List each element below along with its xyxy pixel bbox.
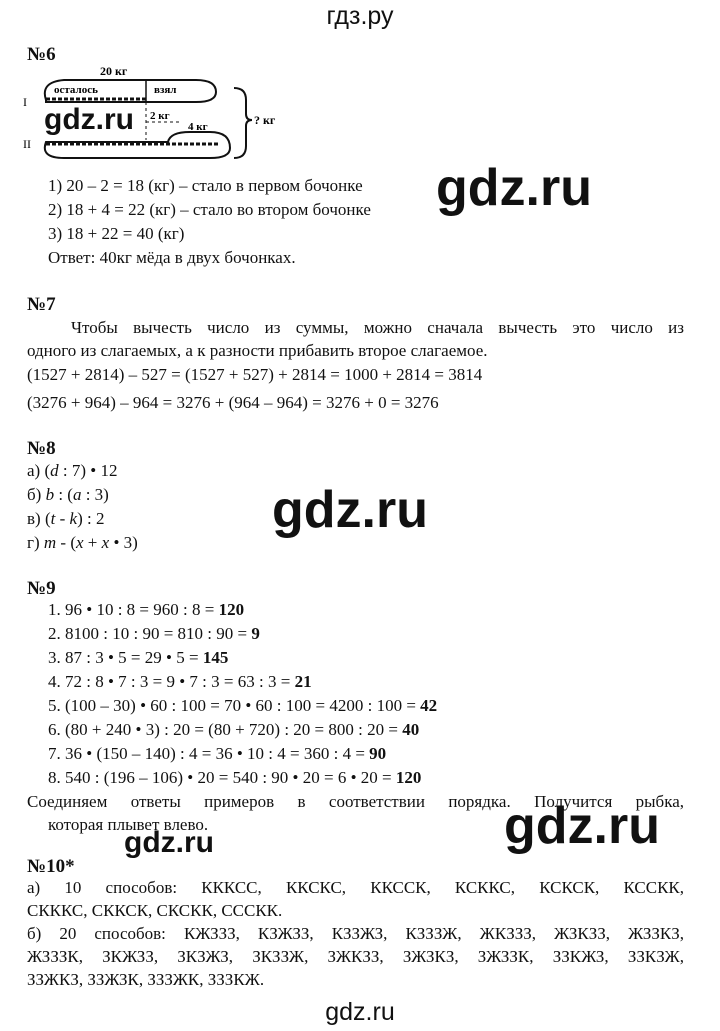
diagram-four-label: 4 кг: [188, 121, 208, 133]
task9-line-8: 8. 540 : (196 – 106) • 20 = 540 : 90 • 20 = 6 • 20 = 120: [48, 768, 422, 787]
task9-line-5: 5. (100 – 30) • 60 : 100 = 70 • 60 : 100 = 4200 : 100 = 42: [48, 696, 438, 715]
task8-item-c: в) (t - k) : 2: [27, 509, 105, 528]
task9-line-3: 3. 87 : 3 • 5 = 29 • 5 = 145: [48, 648, 229, 667]
task6-step-2: 2) 18 + 4 = 22 (кг) – стало во втором бочонке: [48, 200, 371, 219]
task9-line-2: 2. 8100 : 10 : 90 = 810 : 90 = 9: [48, 624, 260, 643]
task8-item-a: а) (d : 7) • 12: [27, 461, 118, 480]
diagram-total-label: 20 кг: [100, 64, 128, 78]
task7-equation-2: (3276 + 964) – 964 = 3276 + (964 – 964) = 3276 + 0 = 3276: [27, 393, 439, 412]
diagram-brace: [234, 88, 252, 158]
watermark: gdz.ru: [436, 159, 592, 217]
task6-step-3: 3) 18 + 22 = 40 (кг): [48, 224, 185, 243]
watermark: gdz.ru: [504, 797, 660, 855]
watermark: gdz.ru: [44, 103, 134, 136]
task6-answer: Ответ: 40кг мёда в двух бочонках.: [48, 248, 296, 267]
task10-a-line-1: а) 10 способов: КККСС, ККСКС, ККССК, КСККС, КСКСК, КССКК,: [27, 878, 684, 897]
task9-line-6: 6. (80 + 240 • 3) : 20 = (80 + 720) : 20 = 800 : 20 = 40: [48, 720, 420, 739]
task8-item-d: г) m - (x + x • 3): [27, 533, 138, 552]
task10-a-line-2: СКККС, СККСК, СКСКК, СССКК.: [27, 901, 283, 920]
task10-b-line-1: б) 20 способов: КЖЗЗЗ, КЗЖЗЗ, КЗЗЖЗ, КЗЗЗЖ, ЖКЗЗЗ, ЖЗКЗЗ, ЖЗЗКЗ,: [27, 924, 684, 943]
task7-equation-1: (1527 + 2814) – 527 = (1527 + 527) + 2814 = 1000 + 2814 = 3814: [27, 365, 483, 384]
task9-number: №9: [27, 578, 56, 599]
task9-line-1: 1. 96 • 10 : 8 = 960 : 8 = 120: [48, 600, 245, 619]
task10-b-line-3: ЗЗЖКЗ, ЗЗЖЗК, ЗЗЗЖК, ЗЗЗКЖ.: [27, 970, 265, 989]
diagram-question-label: ? кг: [254, 113, 276, 127]
task8-number: №8: [27, 438, 56, 459]
task9-conclusion-line-2: которая плывет влево.: [48, 815, 209, 834]
task7-rule-line-1: Чтобы вычесть число из суммы, можно сначала вычесть это число из: [71, 318, 684, 337]
task9-line-4: 4. 72 : 8 • 7 : 3 = 9 • 7 : 3 = 63 : 3 = 21: [48, 672, 312, 691]
task7-number: №7: [27, 294, 56, 315]
task9-line-7: 7. 36 • (150 – 140) : 4 = 36 • 10 : 4 = 360 : 4 = 90: [48, 744, 387, 763]
watermark: gdz.ru: [272, 481, 428, 539]
diagram-row2-label: II: [23, 137, 31, 151]
diagram-two-label: 2 кг: [150, 110, 170, 122]
diagram-took-label: взял: [154, 84, 177, 96]
site-footer[interactable]: gdz.ru: [325, 998, 395, 1026]
task9-conclusion-line-1: Соединяем ответы примеров в соответствии порядка. Получится рыбка,: [27, 792, 684, 811]
task10-b-line-2: ЖЗЗЗК, ЗКЖЗЗ, ЗКЗЖЗ, ЗКЗЗЖ, ЗЖКЗЗ, ЗЖЗКЗ, ЗЖЗЗК, ЗЗКЖЗ, ЗЗКЗЖ,: [27, 947, 684, 966]
task6-step-1: 1) 20 – 2 = 18 (кг) – стало в первом бочонке: [48, 176, 363, 195]
diagram-row1-label: I: [23, 95, 27, 109]
task8-item-b: б) b : (a : 3): [27, 485, 109, 504]
diagram-remained-label: осталось: [54, 84, 98, 96]
site-header[interactable]: гдз.ру: [326, 2, 394, 30]
watermark: gdz.ru: [124, 826, 214, 859]
task6-number: №6: [27, 44, 56, 65]
task10-number: №10*: [27, 856, 75, 877]
task7-rule-line-2: одного из слагаемых, а к разности прибавить второе слагаемое.: [27, 341, 488, 360]
